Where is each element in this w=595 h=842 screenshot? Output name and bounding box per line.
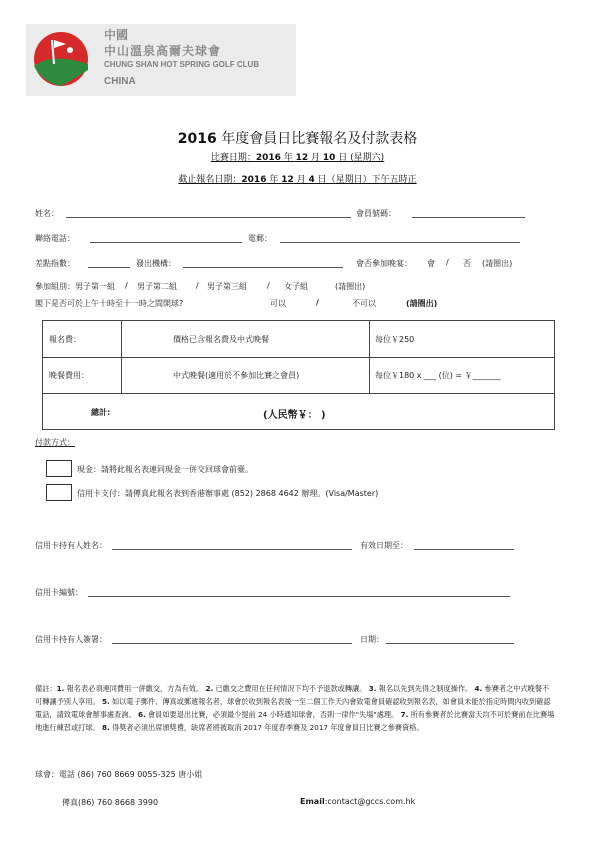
date-input[interactable] (386, 643, 514, 644)
expiry-input[interactable] (414, 549, 514, 550)
dinner-label: 會否參加晚宴： (356, 259, 412, 268)
credit-card-option-label: 信用卡支付：請傳真此報名表到香港辦事處 (852) 2868 4642 辦理。(Visa/Master) (77, 489, 379, 498)
dinner-note: (請圈出) (482, 259, 513, 268)
card-holder-label: 信用卡持有人姓名： (35, 541, 107, 550)
logo-club-name-cn: 中山溫泉高爾夫球會 (104, 44, 222, 58)
table-divider (43, 393, 554, 394)
phone-label: 聯絡電話： (35, 234, 75, 243)
tee-time-no-option[interactable]: 不可以 (352, 299, 376, 308)
logo-china-en: CHINA (104, 76, 136, 87)
name-input[interactable] (66, 217, 351, 218)
dinner-separator: / (446, 258, 449, 267)
signature-input[interactable] (112, 643, 352, 644)
club-logo-icon (32, 30, 90, 88)
payment-heading: 付款方式： (35, 438, 75, 447)
phone-input[interactable] (90, 242, 242, 243)
cash-checkbox[interactable] (46, 460, 72, 477)
group-option-men-3[interactable]: 男子第三組 (207, 282, 247, 291)
group-separator: / (196, 281, 199, 290)
group-note: (請圈出) (335, 282, 366, 291)
handicap-label: 差點指數： (35, 259, 75, 268)
deadline-date: 截止報名日期：2016 年 12 月 4 日（星期日）下午五時正 (178, 175, 417, 185)
credit-card-checkbox[interactable] (46, 484, 72, 501)
page-title: 2016 年度會員日比賽報名及付款表格 (177, 131, 418, 147)
dinner-yes-option[interactable]: 會 (427, 259, 435, 268)
remarks: 備註：1. 報名表必須連同費用一併繳交，方為有效。 2. 已繳交之費用在任何情況下均不予退款或轉讓。 3. 報名以先到先得之制度操作。 4. 參賽者之中式晚餐不可轉讓予別人享用。 5. 如以電子郵件、傳真或郵遞報名者，球會於收到報名表後一至二個工作天內會致電會員確認收到報名表，如會員未能於指定時間內收到確認電話，請致電球會辦事處查詢。 6. 會員如要退出比賽，必須最少提前 24 小時通知球會，否則一律作"失場"處理。 7. 所有參賽者於比賽當天均不可於賽前在比賽場地進行練習或打球。 8. 得獎者必須出席頒獎禮，缺席者將被取消 2017 年度春季賽及 2017 年度會員日比賽之參賽資格。 (35, 684, 555, 732)
name-label: 姓名： (35, 209, 59, 218)
registration-fee-desc: 價格已含報名費及中式晚餐 (173, 335, 269, 344)
table-divider (121, 321, 122, 393)
registration-fee-price: 每位￥250 (375, 335, 415, 344)
card-number-label: 信用卡編號： (35, 588, 83, 597)
dinner-no-option[interactable]: 否 (463, 259, 471, 268)
fee-table (42, 320, 555, 430)
group-separator: / (267, 281, 270, 290)
handicap-input[interactable] (88, 267, 130, 268)
group-label: 參加組別： (35, 282, 75, 291)
match-date: 比賽日期：2016 年 12 月 10 日 (星期六) (210, 153, 385, 163)
table-divider (369, 321, 370, 393)
fax-number: 傳真(86) 760 8668 3990 (62, 798, 159, 807)
card-holder-input[interactable] (112, 549, 352, 550)
logo-china-cn: 中國 (104, 28, 129, 42)
dinner-fee-desc: 中式晚餐(適用於不參加比賽之會員) (173, 371, 300, 380)
total-label: 總計: (91, 408, 111, 417)
total-value[interactable]: (人民幣￥： ) (263, 410, 326, 421)
issuer-input[interactable] (183, 267, 343, 268)
cash-option-label: 現金：請將此報名表連同現金一併交回球會前臺。 (77, 465, 253, 474)
tee-time-question: 閣下是否可於上午十時至十一時之間開球? (35, 299, 184, 308)
club-contact: 球會：電話 (86) 760 8669 0055-325 唐小姐 (35, 770, 203, 779)
issuer-label: 發出機構： (136, 259, 176, 268)
tee-time-separator: / (316, 298, 319, 307)
table-divider (43, 357, 554, 358)
signature-label: 信用卡持有人簽署： (35, 635, 107, 644)
contact-email[interactable]: Email:contact@gccs.com.hk (300, 797, 416, 806)
card-number-input[interactable] (88, 596, 510, 597)
group-option-women[interactable]: 女子組 (284, 282, 308, 291)
tee-time-note: (請圈出) (406, 299, 438, 308)
registration-fee-label: 報名費： (49, 335, 81, 344)
dinner-fee-price[interactable]: 每位￥180 x ___ (位) = ￥_______ (375, 371, 501, 380)
group-option-men-2[interactable]: 男子第二組 (137, 282, 177, 291)
dinner-fee-label: 晚餐費用： (49, 371, 89, 380)
logo-club-name-en: CHUNG SHAN HOT SPRING GOLF CLUB (104, 60, 260, 69)
tee-time-yes-option[interactable]: 可以 (270, 299, 286, 308)
date-label: 日期： (360, 635, 384, 644)
group-separator: / (125, 281, 128, 290)
member-no-label: 會員號碼： (356, 209, 396, 218)
expiry-label: 有效日期至： (360, 541, 408, 550)
group-option-men-1[interactable]: 男子第一組 (75, 282, 115, 291)
member-no-input[interactable] (412, 217, 525, 218)
email-label: 電郵： (248, 234, 272, 243)
email-input[interactable] (280, 242, 520, 243)
